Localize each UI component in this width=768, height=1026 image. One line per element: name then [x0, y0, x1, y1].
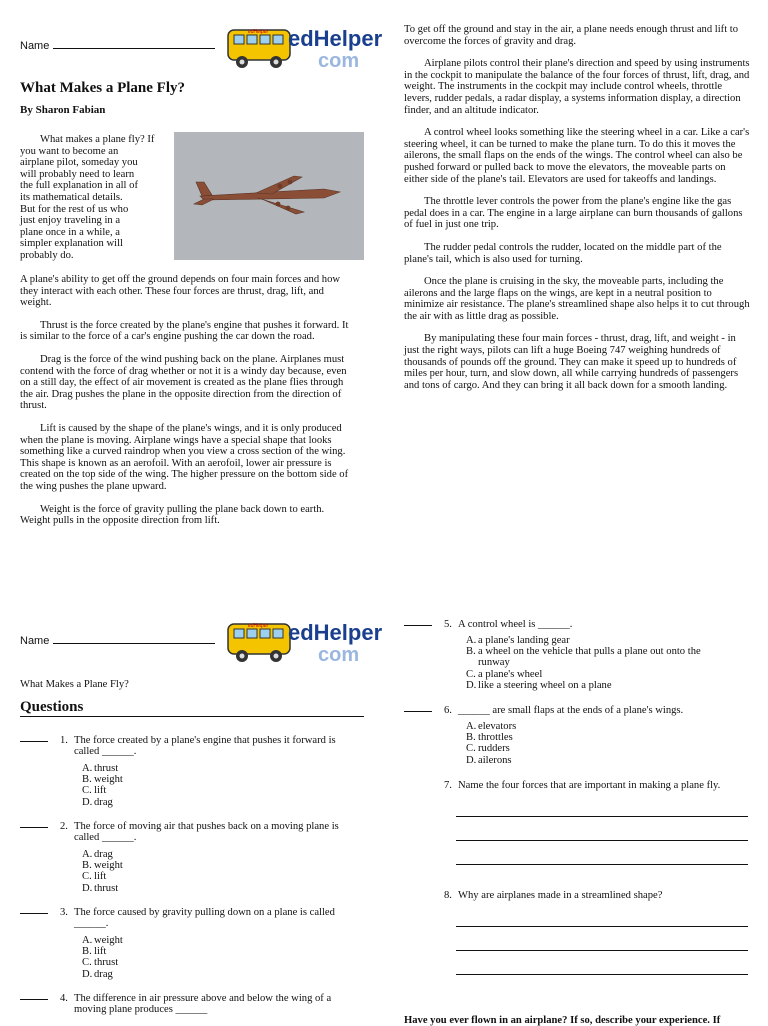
- bus-label: edHelper: [248, 29, 269, 35]
- answer-line[interactable]: [456, 974, 748, 975]
- logo-word: edHelper: [288, 26, 383, 51]
- question-text: The force caused by gravity pulling down on a plane is called ______.: [74, 907, 335, 930]
- option: B. a wheel on the vehicle that pulls a plane out onto the: [466, 646, 701, 658]
- intro-line: probably do.: [20, 249, 74, 261]
- option: C. rudders: [466, 743, 510, 755]
- heading-rule: [20, 716, 364, 717]
- options: [466, 635, 701, 691]
- questions-subtitle: What Makes a Plane Fly?: [20, 679, 129, 690]
- intro-text: [20, 134, 170, 262]
- question-number: 1.: [60, 735, 68, 746]
- option: B. lift: [82, 946, 107, 958]
- option: C. lift: [82, 785, 107, 797]
- option: B. weight: [82, 860, 123, 872]
- article-byline: By Sharon Fabian: [20, 104, 106, 116]
- answer-blank[interactable]: [404, 625, 432, 626]
- logo-com: com: [318, 50, 360, 72]
- answer-line[interactable]: [456, 926, 748, 927]
- name-field-2[interactable]: [20, 634, 215, 647]
- question-number: 5.: [444, 619, 452, 630]
- question-number: 7.: [444, 780, 452, 791]
- intro-line: airplane pilot, someday you: [20, 157, 138, 169]
- final-prompt: Have you ever flown in an airplane? If so, describe your experience. If: [404, 1015, 721, 1026]
- option: A. thrust: [82, 763, 119, 774]
- intro-line: plane once in a while, a: [20, 226, 121, 238]
- article-title: What Makes a Plane Fly?: [20, 80, 185, 96]
- question-1: [20, 735, 366, 811]
- questions-heading: Questions: [20, 699, 84, 715]
- option: D. like a steering wheel on a plane: [466, 679, 612, 691]
- options: [466, 721, 516, 766]
- options: [82, 935, 123, 980]
- question-5: [404, 619, 750, 695]
- logo-word: edHelper: [288, 620, 383, 645]
- option: A. weight: [82, 935, 123, 946]
- paragraph: By manipulating these four main forces - thrust, drag, lift, and weight - in just the right ways, pilots can lift a huge Boeing 747 weighing hundreds of thousands of pounds off the ground. They can make it speed up to hundreds of miles per hour, turn, and slow down, all while carrying hundreds of passengers and tons of cargo. And they can bring it all back down for a smooth landing.: [404, 333, 739, 391]
- name-line[interactable]: [53, 634, 215, 644]
- edhelper-logo-2: [226, 616, 383, 666]
- question-text: A control wheel is ______.: [458, 619, 573, 630]
- paragraph: Weight is the force of gravity pulling the plane back down to earth. Weight pulls in the opposite direction from lift.: [20, 503, 325, 527]
- answer-line[interactable]: [456, 816, 748, 817]
- paragraph: The throttle lever controls the power from the plane's engine like the gas pedal does in a car. The engine in a large airplane can burn thousands of gallons of fuel in just one trip.: [404, 196, 743, 231]
- intro-line: But for the rest of us who: [20, 203, 129, 215]
- paragraph: A plane's ability to get off the ground depends on four main forces and how they interact with each other. These four forces are thrust, drag, lift, and weight.: [20, 274, 341, 309]
- answer-line[interactable]: [456, 864, 748, 865]
- options: [82, 849, 123, 894]
- paragraph: To get off the ground and stay in the air, a plane needs enough thrust and lift to overcome the forces of gravity and drag.: [404, 24, 739, 47]
- question-number: 6.: [444, 705, 452, 716]
- answer-line[interactable]: [456, 840, 748, 841]
- answer-blank[interactable]: [20, 827, 48, 828]
- question-number: 2.: [60, 821, 68, 832]
- paragraph: Airplane pilots control their plane's direction and speed by using instruments in the cockpit to manipulate the balance of the four forces of thrust, lift, drag, and weight. The instruments in the cockpit may include control wheels, throttle levers, rudder pedals, a radar display, a systems information display, a direction finder, and an altitude indicator.: [404, 58, 750, 116]
- answer-blank[interactable]: [404, 711, 432, 712]
- option: C. a plane's wheel: [466, 668, 543, 680]
- options: [82, 763, 123, 808]
- question-8: [404, 890, 750, 904]
- name-field[interactable]: [20, 39, 215, 52]
- paragraph: Thrust is the force created by the plane's engine that pushes it forward. It is similar to the force of a car's engine pushing the car down the road.: [20, 319, 349, 343]
- intro-line: will probably need to learn: [20, 168, 135, 180]
- answer-blank[interactable]: [20, 741, 48, 742]
- answer-line[interactable]: [456, 950, 748, 951]
- intro-line: simpler explanation will: [20, 238, 123, 250]
- question-number: 8.: [444, 890, 452, 901]
- paragraph: Lift is caused by the shape of the plane's wings, and it is only produced when the plane is moving. Airplane wings have a special shape that looks something like a curved raindrop when you view a cross section of the wing. This shape is known as an aerofoil. With an aerofoil, lower air pressure is created on the top side of the wing. The higher pressure on the bottom side of the wing pushes the plane upward.: [20, 422, 349, 492]
- name-label: Name: [20, 40, 50, 52]
- question-4: [20, 993, 366, 1023]
- intro-line: you want to become an: [20, 145, 119, 157]
- question-text: Why are airplanes made in a streamlined shape?: [458, 890, 663, 901]
- intro-line: What makes a plane fly? If: [40, 134, 155, 145]
- option: A. elevators: [466, 721, 517, 732]
- answer-blank[interactable]: [20, 999, 48, 1000]
- question-text: The force of moving air that pushes back on a moving plane is called ______.: [74, 821, 339, 844]
- name-label: Name: [20, 635, 50, 647]
- option: A. a plane's landing gear: [466, 635, 570, 646]
- option: D. drag: [82, 968, 113, 980]
- paragraph: A control wheel looks something like the steering wheel in a car. Like a car's steering wheel, it can be turned to make the plane turn. To do this it moves the ailerons, the small flaps on the ends of the wings. The control wheel can also be pushed forward or pulled back to move the elevators, the moveable parts on either side of the plane's tail. Elevators are used for takeoffs and landings.: [404, 127, 750, 185]
- logo-com: com: [318, 644, 360, 666]
- question-text: ______ are small flaps at the ends of a plane's wings.: [458, 705, 684, 716]
- question-2: [20, 821, 366, 897]
- option: runway: [478, 657, 510, 669]
- airplane-photo: [174, 132, 364, 260]
- paragraph: Drag is the force of the wind pushing back on the plane. Airplanes must contend with the force of drag whether or not it is a windy day because, even on a still day, the effect of air movement is created as the plane flies through the air. Drag pushes the plane in the opposite direction from the direction of thrust.: [20, 353, 347, 412]
- option: D. drag: [82, 796, 113, 808]
- question-number: 4.: [60, 993, 68, 1004]
- option: D. ailerons: [466, 754, 512, 766]
- article-right-body: [404, 24, 750, 402]
- question-text: Name the four forces that are important in making a plane fly.: [458, 780, 721, 791]
- question-7: [404, 780, 750, 794]
- intro-line: the full explanation in all of: [20, 180, 138, 192]
- bus-label: edHelper: [248, 623, 269, 629]
- intro-line: just enjoy traveling in a: [20, 215, 121, 227]
- option: B. throttles: [466, 732, 513, 744]
- option: A. drag: [82, 849, 113, 860]
- question-3: [20, 907, 366, 983]
- paragraph: Once the plane is cruising in the sky, the moveable parts, including the ailerons and the large flaps on the wings, are kept in a neutral position to minimize air resistance. The plane's streamlined shape also helps it to cut through the air with as little drag as possible.: [404, 276, 750, 322]
- answer-blank[interactable]: [20, 913, 48, 914]
- question-text: The force created by a plane's engine that pushes it forward is called ______.: [74, 735, 336, 758]
- name-line[interactable]: [53, 39, 215, 49]
- intro-line: its mathematical details.: [20, 191, 123, 203]
- question-number: 3.: [60, 907, 68, 918]
- option: D. thrust: [82, 882, 119, 894]
- option: C. lift: [82, 871, 107, 883]
- question-6: [404, 705, 750, 769]
- paragraph: The rudder pedal controls the rudder, located on the middle part of the plane's tail, which is also used for turning.: [404, 241, 722, 265]
- article-left-body: [20, 274, 356, 538]
- option: B. weight: [82, 774, 123, 786]
- edhelper-logo: [226, 22, 383, 72]
- option: C. thrust: [82, 957, 119, 969]
- question-text: The difference in air pressure above and below the wing of a moving plane produces ______: [74, 993, 332, 1016]
